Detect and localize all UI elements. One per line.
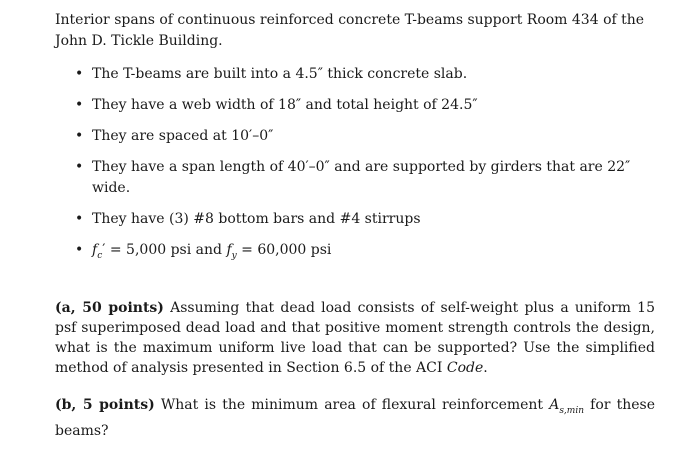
material-strengths bbox=[92, 242, 332, 261]
question-b-label: (b, 5 points) bbox=[55, 396, 155, 413]
spec-item-bars bbox=[55, 209, 655, 230]
bullet-icon: • bbox=[75, 211, 84, 227]
spec-item-spacing bbox=[55, 126, 655, 147]
spec-item-materials bbox=[55, 240, 655, 267]
fy-subscript: y bbox=[231, 250, 237, 261]
spec-text: They have (3) #8 bottom bars and #4 stirrups bbox=[92, 211, 421, 227]
question-a-end: . bbox=[483, 359, 488, 376]
problem-document bbox=[55, 10, 655, 441]
question-b-text-before: What is the minimum area of flexural reinforcement bbox=[154, 396, 550, 413]
fy-symbol: f bbox=[226, 242, 232, 258]
fy-value: = 60,000 psi bbox=[236, 242, 332, 258]
spec-item-web bbox=[55, 95, 655, 116]
fc-prime: ′ bbox=[102, 242, 106, 258]
bullet-icon: • bbox=[75, 128, 84, 144]
spec-item-span bbox=[55, 157, 655, 199]
bullet-icon: • bbox=[75, 97, 84, 113]
bullet-icon: • bbox=[75, 66, 84, 82]
bullet-icon: • bbox=[75, 242, 84, 258]
spec-text: They are spaced at 10′–0″ bbox=[92, 128, 274, 144]
spec-text: The T-beams are built into a 4.5″ thick concrete slab. bbox=[92, 66, 468, 82]
fc-value: = 5,000 psi and bbox=[105, 242, 227, 258]
fc-symbol: f bbox=[92, 242, 98, 258]
bullet-icon: • bbox=[75, 159, 84, 175]
as-min-symbol: A bbox=[549, 396, 560, 413]
question-a-label: (a, 50 points) bbox=[55, 299, 164, 316]
question-b-text-after: for these beams? bbox=[55, 396, 655, 439]
spec-text: They have a web width of 18″ and total height of 24.5″ bbox=[92, 97, 478, 113]
problem-intro: Interior spans of continuous reinforced concrete T-beams support Room 434 of the John D. Tickle Building. bbox=[55, 12, 645, 49]
question-b bbox=[55, 395, 655, 441]
aci-code-italic: Code bbox=[446, 359, 484, 376]
question-a-text: Assuming that dead load consists of self-weight plus a uniform 15 psf superimposed dead load and that positive moment strength controls the design, what is the maximum uniform live load that can be supported? Use the simplified method of analysis presented in Section 6.5 of the ACI bbox=[55, 299, 655, 376]
fc-subscript: c bbox=[97, 250, 103, 261]
as-min-subscript: s,min bbox=[559, 405, 585, 416]
question-a bbox=[55, 298, 655, 378]
beam-spec-list bbox=[55, 64, 655, 267]
spec-item-slab bbox=[55, 64, 655, 85]
spec-text: They have a span length of 40′–0″ and are supported by girders that are 22″ wide. bbox=[92, 159, 631, 196]
